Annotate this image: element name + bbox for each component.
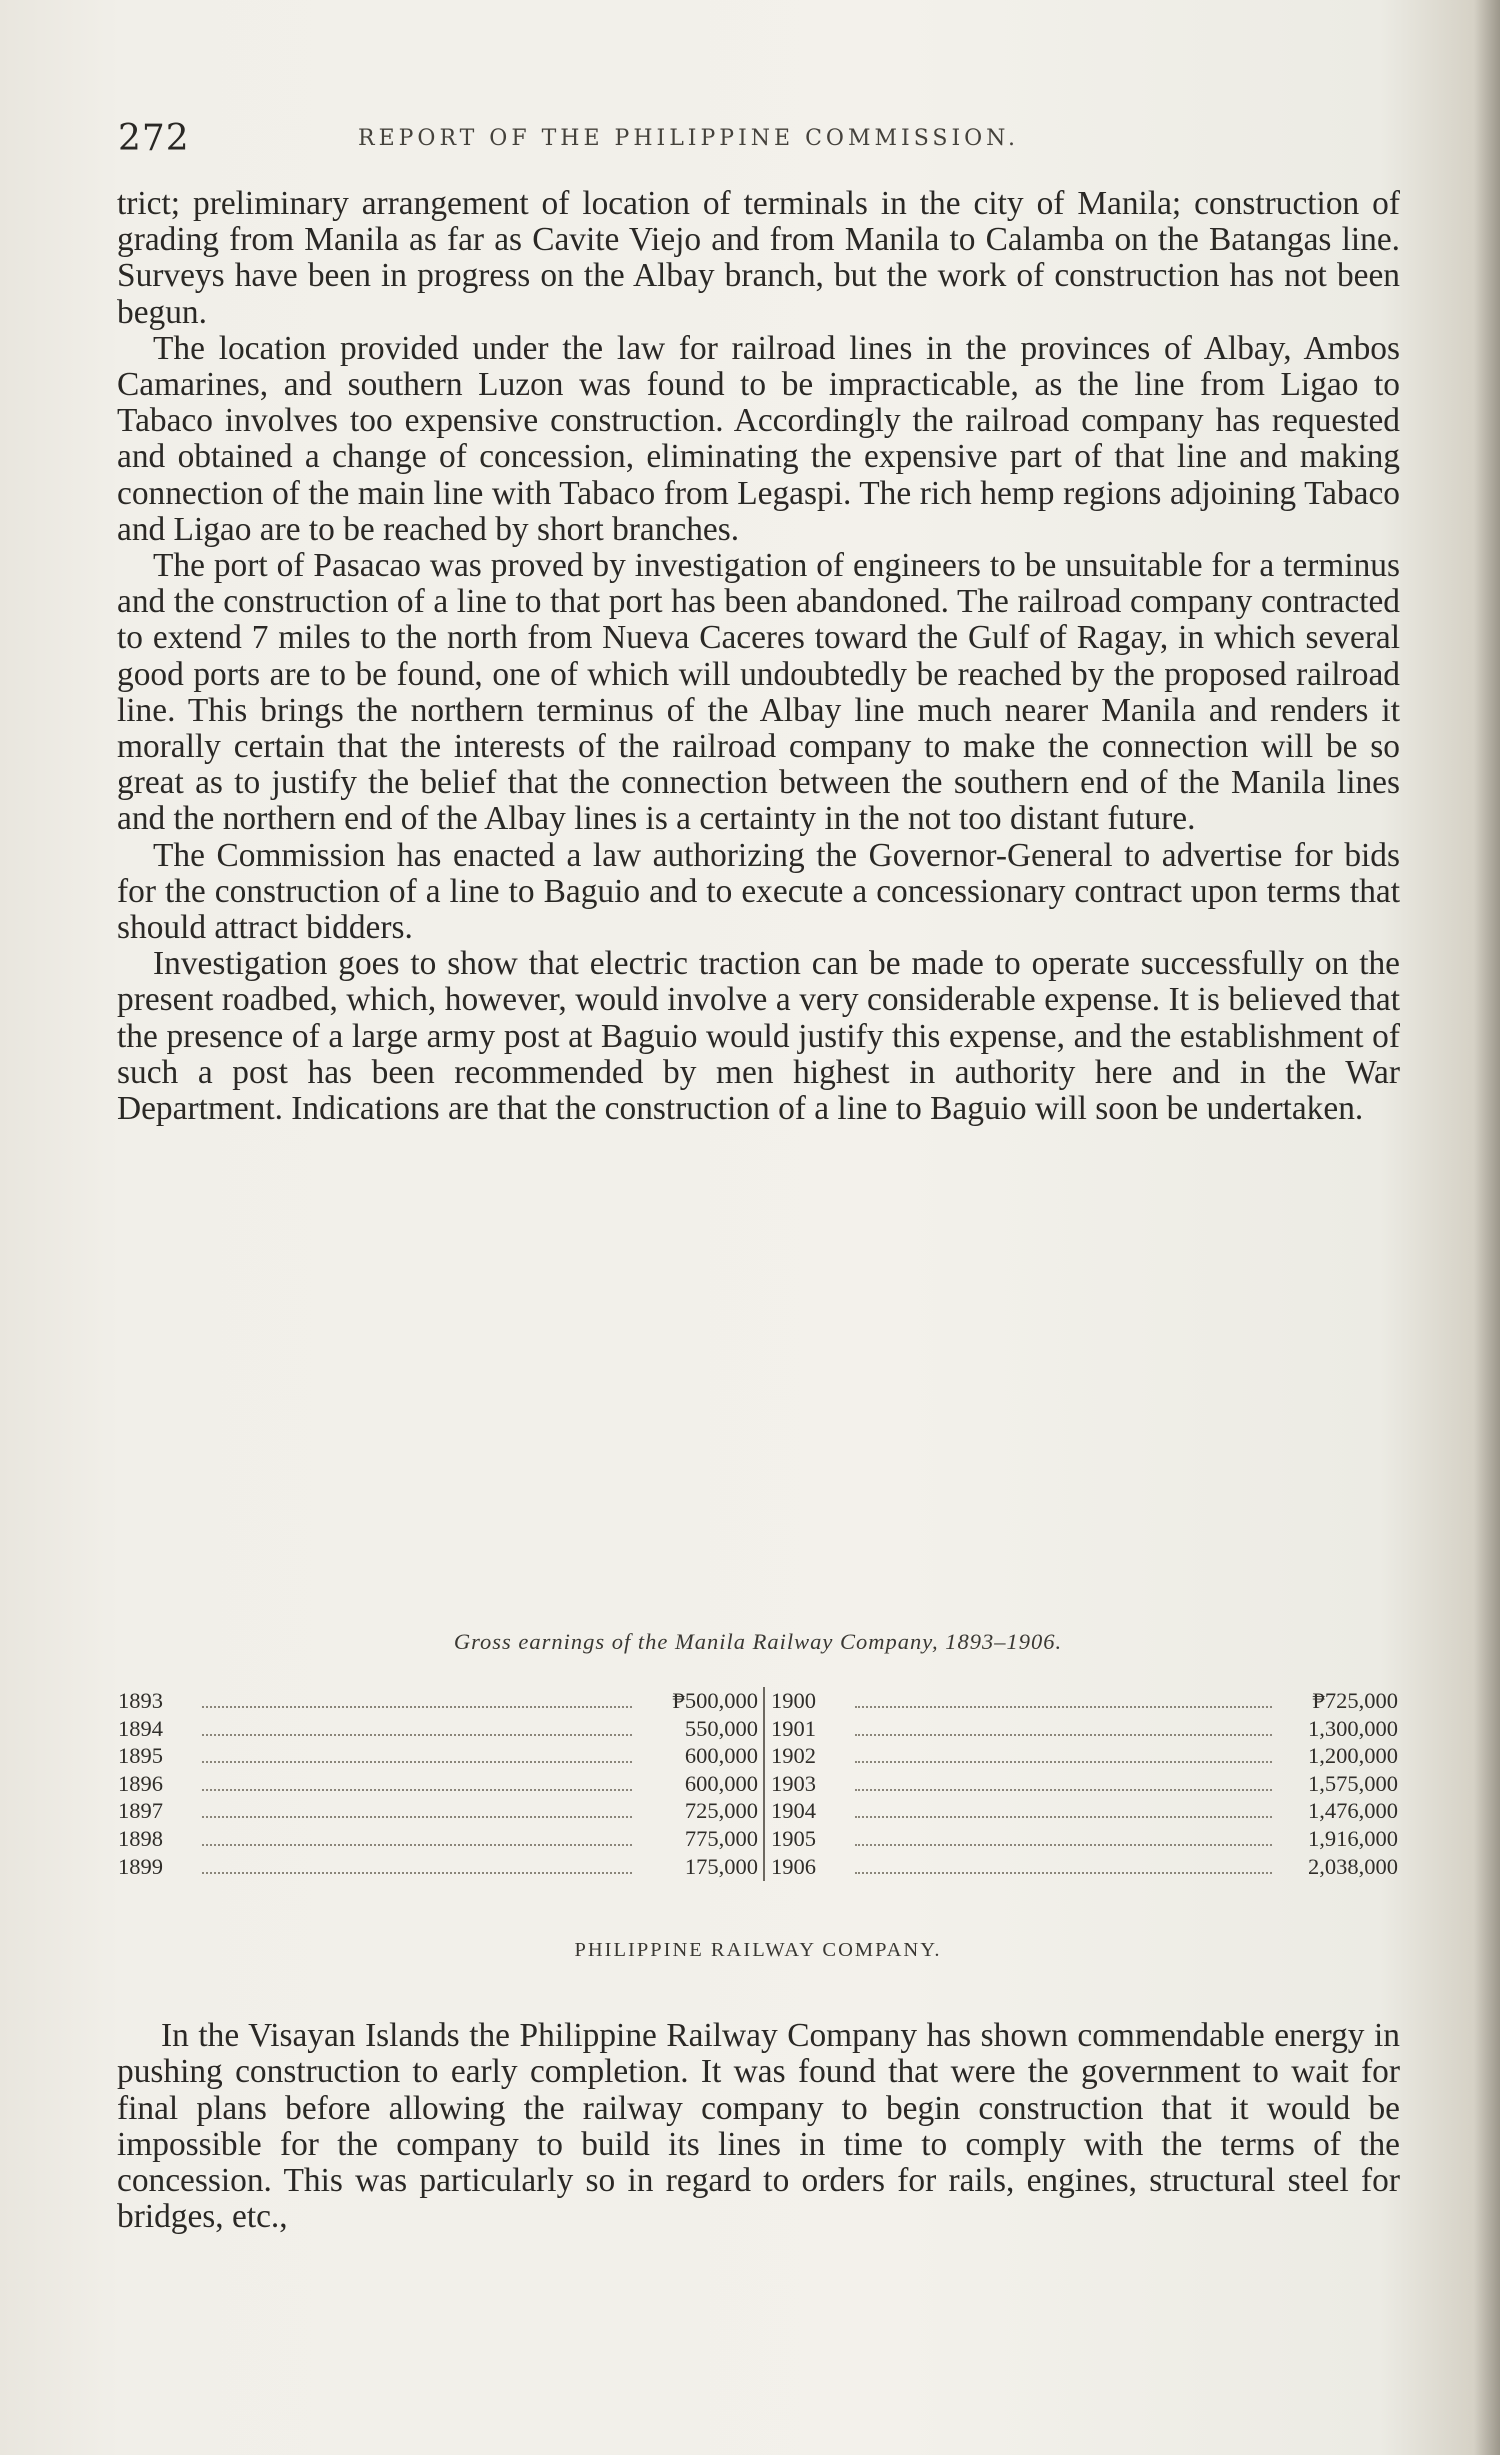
amount-cell: ₱725,000 <box>1312 1688 1398 1713</box>
section-heading: PHILIPPINE RAILWAY COMPANY. <box>574 1939 942 1961</box>
section-text <box>117 2018 1400 2236</box>
year-cell: 1900 <box>771 1688 816 1713</box>
running-title: REPORT OF THE PHILIPPINE COMMISSION. <box>358 126 1020 151</box>
year-cell: 1896 <box>118 1770 163 1796</box>
paragraph-1: trict; preliminary arrangement of location of terminals in the city of Manila; construction of grading from Manila as far as Cavite Viejo and from Manila to Calamba on the Batangas line. Surveys have been in progress on the Albay branch, but the work of construction has not been begun. <box>117 185 1400 331</box>
paragraph-2: The location provided under the law for railroad lines in the provinces of Albay, Ambos Camarines, and southern Luzon was found to be impracticable, as the line from Ligao to Tabaco involves too expensive construction. Accordingly the railroad company has requested and obtained a change of concession, eliminating the expensive part of that line and making connection of the main line with Tabaco from Legaspi. The rich hemp regions adjoining Tabaco and Ligao are to be reached by short branches. <box>117 329 1400 548</box>
page-edge-shadow <box>1474 0 1500 2455</box>
paragraph-3: The port of Pasacao was proved by investigation of engineers to be unsuitable for a terminus and the construction of a line to that port has been abandoned. The railroad company contracted to extend 7 miles to the north from Nueva Caceres toward the Gulf of Ragay, in which several good ports are to be found, one of which will undoubtedly be reached by the proposed railroad line. This brings the northern terminus of the Albay line much nearer Manila and renders it morally certain that the interests of the railroad company to make the connection will be so great as to justify the belief that the connection between the southern end of the Manila lines and the northern end of the Albay lines is a certainty in the not too distant future. <box>117 547 1400 838</box>
year-cell: 1897 <box>118 1798 163 1824</box>
table-row <box>118 1853 758 1881</box>
year-cell: 1906 <box>771 1853 816 1879</box>
leader-dots <box>855 1705 1272 1708</box>
year-cell: 1903 <box>771 1770 816 1796</box>
amount-cell: 550,000 <box>684 1715 758 1741</box>
year-cell: 1905 <box>771 1825 816 1851</box>
table-row <box>771 1770 1398 1798</box>
year-cell: 1899 <box>118 1853 163 1879</box>
table-row <box>771 1797 1398 1825</box>
leader-dots <box>202 1843 632 1846</box>
leader-dots <box>855 1733 1272 1736</box>
year-cell: 1894 <box>118 1715 163 1741</box>
amount-cell: 1,916,000 <box>1308 1825 1398 1851</box>
table-row <box>771 1687 1398 1715</box>
table-row <box>118 1770 758 1798</box>
amount-cell: ₱500,000 <box>672 1688 758 1713</box>
earnings-table-caption: Gross earnings of the Manila Railway Company, 1893–1906. <box>453 1629 1063 1654</box>
amount-cell: 2,038,000 <box>1308 1853 1398 1879</box>
table-row <box>118 1715 758 1743</box>
leader-dots <box>855 1871 1272 1874</box>
leader-dots <box>855 1815 1272 1818</box>
leader-dots <box>202 1871 632 1874</box>
amount-cell: 725,000 <box>684 1798 758 1824</box>
year-cell: 1904 <box>771 1798 816 1824</box>
table-row <box>771 1853 1398 1881</box>
page-number: 272 <box>118 118 190 159</box>
amount-cell: 1,200,000 <box>1308 1743 1398 1769</box>
leader-dots <box>855 1843 1272 1846</box>
year-cell: 1895 <box>118 1743 163 1769</box>
page-header <box>118 118 1398 168</box>
leader-dots <box>202 1733 632 1736</box>
leader-dots <box>202 1705 632 1708</box>
leader-dots <box>202 1815 632 1818</box>
leader-dots <box>855 1760 1272 1763</box>
earnings-right-column <box>771 1687 1398 1880</box>
section-paragraph: In the Visayan Islands the Philippine Railway Company has shown commendable energy in pushing construction to early completion. It was found that were the government to wait for final plans before allowing the railway company to begin construction that it would be impossible for the company to build its lines in time to comply with the terms of the concession. This was particularly so in regard to orders for rails, engines, structural steel for bridges, etc., <box>117 2017 1400 2236</box>
leader-dots <box>202 1788 632 1791</box>
paragraph-4: The Commission has enacted a law authorizing the Governor-General to advertise for bids for the construction of a line to Baguio and to execute a concessionary contract upon terms that should attract bidders. <box>117 836 1400 947</box>
amount-cell: 600,000 <box>684 1770 758 1796</box>
column-divider <box>763 1687 765 1881</box>
table-row <box>118 1825 758 1853</box>
table-row <box>118 1797 758 1825</box>
earnings-left-column <box>118 1687 758 1880</box>
year-cell: 1898 <box>118 1825 163 1851</box>
leader-dots <box>202 1760 632 1763</box>
amount-cell: 1,575,000 <box>1308 1770 1398 1796</box>
body-text <box>117 186 1400 1127</box>
amount-cell: 1,476,000 <box>1308 1798 1398 1824</box>
paragraph-5: Investigation goes to show that electric traction can be made to operate successfully on the present roadbed, which, however, would involve a very considerable expense. It is believed that the presence of a large army post at Baguio would justify this expense, and the establishment of such a post has been recommended by men highest in authority here and in the War Department. Indications are that the construction of a line to Baguio will soon be undertaken. <box>117 945 1400 1128</box>
amount-cell: 175,000 <box>684 1853 758 1879</box>
year-cell: 1893 <box>118 1688 163 1713</box>
year-cell: 1902 <box>771 1743 816 1769</box>
table-row <box>771 1825 1398 1853</box>
amount-cell: 600,000 <box>684 1743 758 1769</box>
table-row <box>118 1742 758 1770</box>
table-row <box>771 1742 1398 1770</box>
table-row <box>771 1715 1398 1743</box>
amount-cell: 1,300,000 <box>1308 1715 1398 1741</box>
table-row <box>118 1687 758 1715</box>
leader-dots <box>855 1788 1272 1791</box>
amount-cell: 775,000 <box>684 1825 758 1851</box>
year-cell: 1901 <box>771 1715 816 1741</box>
